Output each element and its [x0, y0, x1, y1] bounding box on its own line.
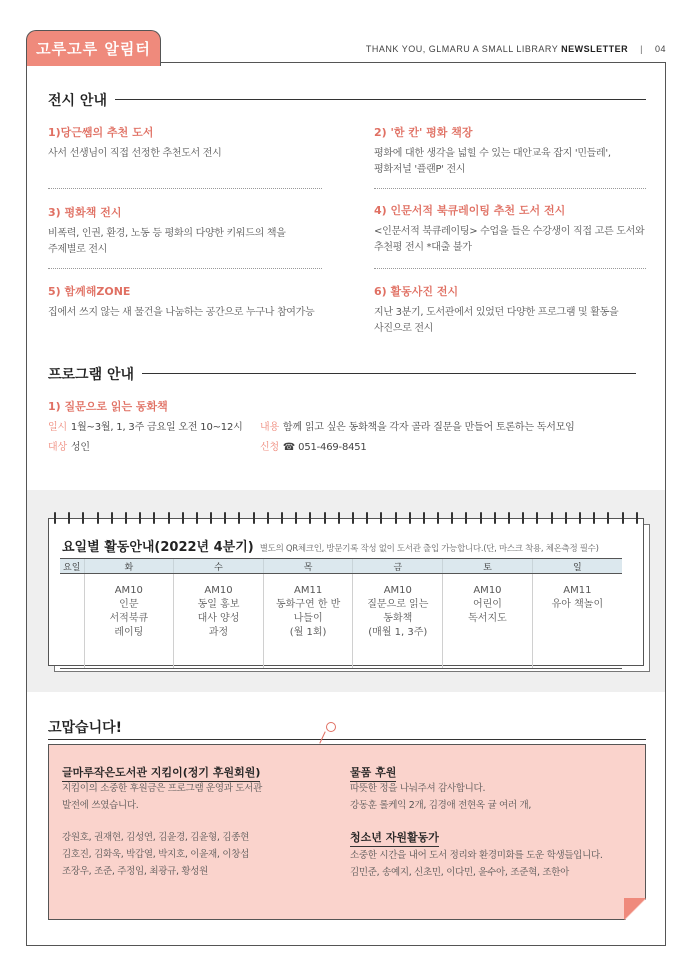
thanks-title: 고맙습니다!: [48, 720, 123, 736]
binding-ring: [451, 512, 453, 524]
calendar-note: 별도의 QR체크인, 방문기록 작성 없이 도서관 출입 가능합니다.(단, 마스크 착용, 체온측정 필수): [259, 544, 599, 554]
binding-ring: [593, 512, 595, 524]
binding-ring: [465, 512, 467, 524]
exhibit-item-3: [48, 204, 323, 258]
exhibit-item-6: [374, 283, 649, 337]
binding-ring: [536, 512, 538, 524]
program-title: 프로그램 안내: [48, 364, 142, 384]
donation-text: [350, 780, 531, 814]
table-cell: [60, 574, 84, 669]
table-cell: [263, 574, 353, 669]
newsletter-header: [366, 44, 666, 54]
exhibit-desc-line: 비폭력, 인권, 환경, 노동 등 평화의 다양한 키워드의 책을: [48, 228, 286, 239]
sponsor-intro-line: 지킴이의 소중한 후원금은 프로그램 운영과 도서관: [62, 783, 263, 794]
sponsor-names: [62, 829, 249, 880]
calendar-rings: [48, 512, 644, 526]
binding-ring: [480, 512, 482, 524]
dotted-divider: [374, 188, 646, 189]
sponsor-names-line: 강원호, 권재현, 김성연, 김윤경, 김윤형, 김종현: [62, 832, 249, 843]
newsletter-label: NEWSLETTER: [561, 44, 629, 54]
content-label: 내용: [260, 422, 279, 433]
binding-ring: [295, 512, 297, 524]
binding-ring: [182, 512, 184, 524]
table-cell-line: AM10: [114, 585, 143, 596]
table-cell: [443, 574, 533, 669]
volunteer-text-line: 소중한 시간을 내어 도서 정리와 환경미화를 도운 학생들입니다.: [350, 850, 603, 861]
exhibit-desc-line: 주제별로 전시: [48, 244, 108, 255]
binding-ring: [366, 512, 368, 524]
binding-ring: [196, 512, 198, 524]
apply-label: 신청: [260, 442, 279, 453]
table-header-cell: 금: [353, 559, 443, 574]
donation-text-line: 따뜻한 정을 나눠주셔 감사합니다.: [350, 783, 486, 794]
binding-ring: [210, 512, 212, 524]
table-cell-line: 동일 홍보: [197, 599, 240, 610]
table-header-cell: 일: [532, 559, 622, 574]
binding-ring: [111, 512, 113, 524]
table-cell: [353, 574, 443, 669]
table-cell-line: 동화구연 한 반: [275, 599, 341, 610]
exhibit-heading: 3) 평화책 전시: [48, 206, 122, 219]
binding-ring: [224, 512, 226, 524]
table-row: [60, 574, 622, 669]
donation-heading: 물품 후원: [350, 764, 396, 782]
exhibit-desc-line: 평화에 대한 생각을 넓힐 수 있는 대안교육 잡지 '민들레',: [374, 148, 611, 159]
table-cell-line: 대사 양성: [197, 613, 240, 624]
table-cell-line: AM10: [383, 585, 412, 596]
program-content: [260, 418, 575, 433]
target-label: 대상: [48, 442, 67, 453]
exhibit-heading: 5) 함께해ZONE: [48, 285, 131, 298]
calendar-title-row: [62, 536, 599, 555]
table-header-cell: 목: [263, 559, 353, 574]
binding-ring: [253, 512, 255, 524]
binding-ring: [437, 512, 439, 524]
binding-ring: [565, 512, 567, 524]
binding-ring: [494, 512, 496, 524]
table-cell-line: (월 1회): [289, 627, 327, 638]
binding-ring: [579, 512, 581, 524]
binding-ring: [508, 512, 510, 524]
exhibit-item-2: [374, 124, 649, 178]
exhibition-divider: [100, 99, 646, 100]
binding-ring: [68, 512, 70, 524]
table-cell-line: AM10: [473, 585, 502, 596]
binding-ring: [82, 512, 84, 524]
exhibit-heading: 1)당근쌤의 추천 도서: [48, 126, 154, 139]
binding-ring: [153, 512, 155, 524]
volunteer-text-line: 김민준, 송예지, 신초민, 이다민, 윤수아, 조준혁, 조한아: [350, 867, 570, 878]
table-header-cell: 화: [84, 559, 174, 574]
apply-phone: ☎ 051-469-8451: [282, 442, 367, 453]
sponsor-names-line: 조장우, 조준, 주정임, 최광규, 황성원: [62, 866, 209, 877]
donation-text-line: 강동훈 롤케익 2개, 김경애 전현옥 귤 여러 개,: [350, 800, 532, 811]
table-cell-line: 어린이: [472, 599, 502, 610]
exhibit-heading: 6) 활동사진 전시: [374, 285, 459, 298]
table-cell-line: AM11: [563, 585, 592, 596]
binding-ring: [522, 512, 524, 524]
exhibit-desc-line: 사진으로 전시: [374, 323, 434, 334]
binding-ring: [139, 512, 141, 524]
exhibit-heading: 4) 인문서적 북큐레이팅 추천 도서 전시: [374, 204, 566, 217]
exhibit-heading: 2) '한 칸' 평화 책장: [374, 126, 473, 139]
table-header-cell: 수: [174, 559, 264, 574]
binding-ring: [423, 512, 425, 524]
exhibit-desc-line: 추천평 전시 *대출 불가: [374, 242, 472, 253]
calendar-title: 요일별 활동안내(2022년 4분기): [62, 540, 254, 555]
table-header-row: [60, 559, 622, 574]
program-schedule: [48, 418, 243, 433]
binding-ring: [238, 512, 240, 524]
schedule-value: 1월~3월, 1, 3주 금요일 오전 10~12시: [70, 422, 243, 433]
binding-ring: [324, 512, 326, 524]
program-apply: [260, 438, 367, 453]
binding-ring: [309, 512, 311, 524]
program-target: [48, 438, 90, 453]
program-heading: 1) 질문으로 읽는 동화책: [48, 400, 168, 413]
table-cell-line: 인문: [119, 599, 139, 610]
binding-ring: [622, 512, 624, 524]
sponsor-heading: 글마루작은도서관 지킴이(정기 후원회원): [62, 764, 260, 782]
table-cell-line: 과정: [208, 627, 229, 638]
program-divider: [140, 373, 636, 374]
pin-icon: [326, 722, 336, 732]
table-cell: [174, 574, 264, 669]
sponsor-names-line: 김호진, 김화욱, 박갑열, 박지호, 이윤재, 이창섭: [62, 849, 249, 860]
binding-ring: [267, 512, 269, 524]
table-cell-line: 서적북큐: [109, 613, 149, 624]
volunteer-text: [350, 847, 603, 881]
volunteer-heading: 청소년 자원활동가: [350, 829, 439, 847]
dotted-divider: [374, 268, 646, 269]
binding-ring: [636, 512, 638, 524]
table-cell-line: 유아 책놀이: [551, 599, 604, 610]
table-cell-line: 동화책: [383, 613, 413, 624]
weekly-schedule-table: [60, 558, 622, 669]
table-header-cell: 요일: [60, 559, 84, 574]
binding-ring: [551, 512, 553, 524]
binding-ring: [54, 512, 56, 524]
binding-ring: [380, 512, 382, 524]
binding-ring: [338, 512, 340, 524]
table-cell-line: AM11: [294, 585, 323, 596]
table-cell: [532, 574, 622, 669]
table-cell-line: 레이팅: [114, 627, 144, 638]
table-cell-line: 나들이: [293, 613, 323, 624]
exhibit-desc-line: 지난 3분기, 도서관에서 있었던 다양한 프로그램 및 활동을: [374, 307, 619, 318]
table-header-cell: 토: [443, 559, 533, 574]
binding-ring: [281, 512, 283, 524]
binding-ring: [125, 512, 127, 524]
page-number: 04: [654, 44, 666, 54]
binding-ring: [409, 512, 411, 524]
exhibit-desc-line: 사서 선생님이 직접 선정한 추천도서 전시: [48, 148, 222, 159]
dotted-divider: [48, 188, 322, 189]
table-cell-line: 질문으로 읽는: [367, 599, 429, 610]
header-separator: |: [640, 44, 643, 54]
exhibit-item-1: [48, 124, 323, 162]
content-value: 함께 읽고 싶은 동화책을 각자 골라 질문을 만들어 토론하는 독서모임: [282, 422, 575, 433]
thanks-divider: [48, 739, 646, 740]
sponsor-intro-line: 발전에 쓰였습니다.: [62, 800, 139, 811]
dotted-divider: [48, 268, 322, 269]
exhibit-desc-line: 평화저널 '플랜P' 전시: [374, 164, 466, 175]
schedule-label: 일시: [48, 422, 67, 433]
exhibit-desc-line: <인문서적 북큐레이팅> 수업을 들은 수강생이 직접 고른 도서와: [374, 226, 645, 237]
binding-ring: [607, 512, 609, 524]
table-cell: [84, 574, 174, 669]
exhibit-item-4: [374, 202, 649, 256]
exhibit-item-5: [48, 283, 323, 321]
binding-ring: [97, 512, 99, 524]
binding-ring: [395, 512, 397, 524]
target-value: 성인: [70, 442, 90, 453]
table-cell-line: (매월 1, 3주): [368, 627, 428, 638]
section-tab-title: 고루고루 알림터: [26, 30, 161, 66]
sponsor-intro: [62, 780, 262, 814]
exhibit-desc-line: 집에서 쓰지 않는 새 물건을 나눔하는 공간으로 누구나 참여가능: [48, 307, 315, 318]
table-cell-line: 독서지도: [468, 613, 507, 624]
exhibition-title: 전시 안내: [48, 90, 115, 110]
newsletter-prefix: THANK YOU, GLMARU A SMALL LIBRARY: [365, 44, 559, 54]
table-cell-line: AM10: [204, 585, 233, 596]
binding-ring: [352, 512, 354, 524]
binding-ring: [168, 512, 170, 524]
